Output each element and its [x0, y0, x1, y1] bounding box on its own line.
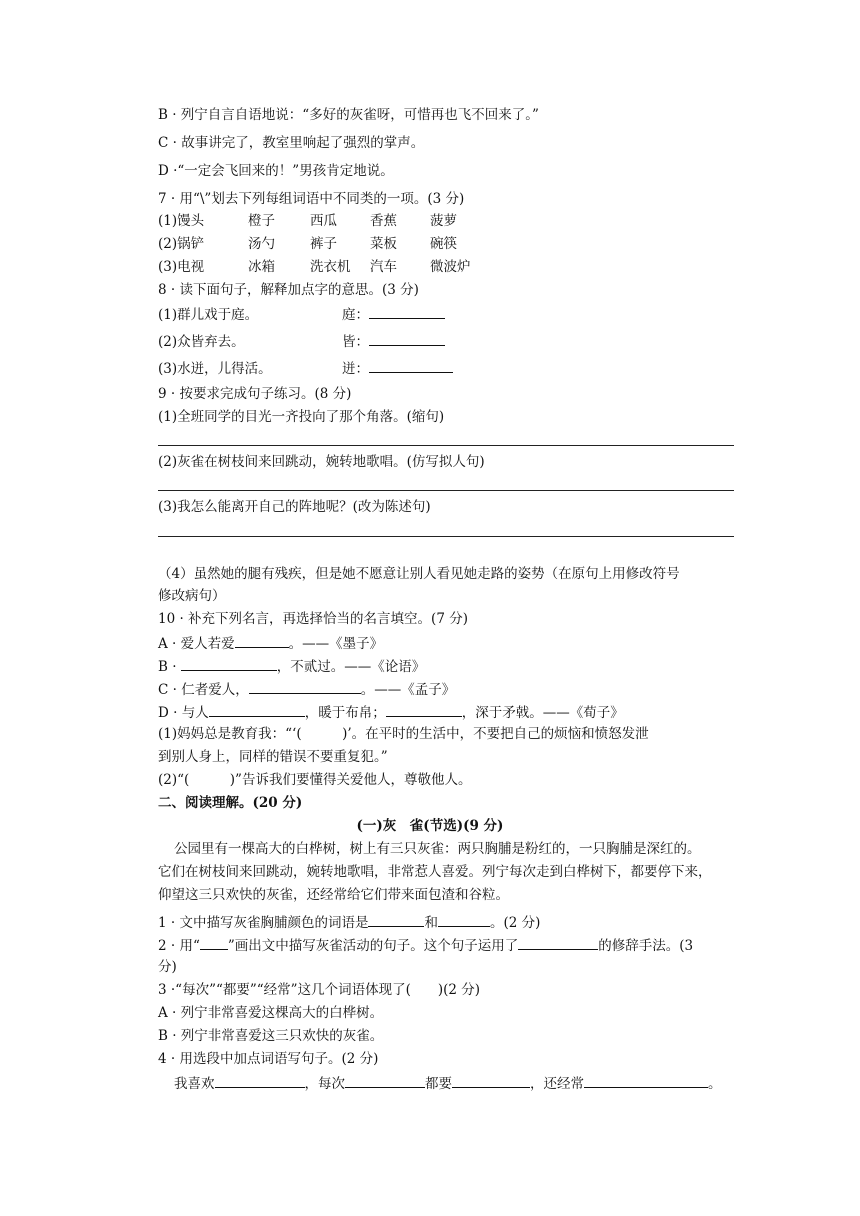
- q10-b-pre: B ·: [158, 659, 181, 675]
- q8-item-3: [158, 358, 453, 378]
- q8-sentence: (2)众皆弃去。: [158, 334, 245, 350]
- q7-word: 洗衣机: [310, 259, 351, 275]
- q8-char: 皆：: [342, 334, 369, 350]
- q10-a-post: 。——《墨子》: [288, 636, 384, 652]
- passage-line-1: 公园里有一棵高大的白桦树，树上有三只灰雀：两只胸脯是粉红的，一只胸脯是深红的。: [174, 841, 701, 857]
- q10-1-line-1: (1)妈妈总是教育我：“‘( )’。在平时的生活中，不要把自己的烦恼和愤怒发泄: [158, 726, 649, 742]
- q7-word: 碗筷: [430, 236, 457, 252]
- reading-q3: 3 ·“每次”“都要”“经常”这几个词语体现了( )(2 分): [158, 982, 481, 998]
- question-8: 8 · 读下面句子，解释加点字的意思。(3 分): [158, 282, 419, 298]
- q7-word: 汽车: [370, 259, 397, 275]
- q7-word: 菠萝: [430, 213, 457, 229]
- option-b: B · 列宁自言自语地说：“多好的灰雀呀，可惜再也飞不回来了。”: [158, 107, 539, 123]
- q7-word: (2)锅铲: [158, 236, 205, 252]
- answer-blank[interactable]: [369, 304, 445, 319]
- reading-q4: 4 · 用选段中加点词语写句子。(2 分): [158, 1051, 379, 1067]
- answer-blank[interactable]: [215, 1073, 305, 1088]
- q7-row-2: [158, 235, 457, 253]
- r2-pre: 2 · 用“: [158, 938, 200, 954]
- answer-blank[interactable]: [386, 702, 462, 717]
- passage-title: (一)灰 雀(节选)(9 分): [356, 818, 504, 834]
- q7-row-3: [158, 258, 471, 276]
- r1-mid: 和: [424, 915, 438, 931]
- q7-word: 裤子: [310, 236, 337, 252]
- q9-item-2: (2)灰雀在树枝间来回跳动，婉转地歌唱。(仿写拟人句): [158, 454, 485, 470]
- passage-line-2: 它们在树枝间来回跳动，婉转地歌唱，非常惹人喜爱。列宁每次走到白桦树下，都要停下来，: [158, 864, 712, 880]
- answer-blank[interactable]: [369, 331, 445, 346]
- q9-item-4-line-1: （4）虽然她的腿有残疾，但是她不愿意让别人看见她走路的姿势（在原句上用修改符号: [158, 566, 680, 582]
- option-d: D ·“一定会飞回来的！”男孩肯定地说。: [158, 163, 394, 179]
- answer-blank[interactable]: [181, 656, 277, 671]
- q8-item-2: [158, 331, 445, 351]
- answer-blank[interactable]: [209, 702, 305, 717]
- question-9: 9 · 按要求完成句子练习。(8 分): [158, 386, 352, 402]
- q7-word: 西瓜: [310, 213, 337, 229]
- r2-post: 的修辞手法。(3: [598, 938, 694, 954]
- q7-word: 香蕉: [370, 213, 397, 229]
- answer-blank[interactable]: [584, 1073, 708, 1088]
- answer-blank[interactable]: [345, 1073, 425, 1088]
- q10-b-post: ，不贰过。——《论语》: [276, 659, 426, 675]
- q10-c: [158, 679, 455, 699]
- q7-word: 汤勺: [248, 236, 275, 252]
- q10-d-mid2: ，深于矛戟。——《荀子》: [461, 705, 624, 721]
- r4-w3: 都要: [425, 1076, 452, 1092]
- r2-mid: ”画出文中描写灰雀活动的句子。这个句子运用了: [227, 938, 519, 954]
- answer-blank[interactable]: [368, 912, 424, 927]
- q7-word: (3)电视: [158, 259, 205, 275]
- answer-blank[interactable]: [452, 1073, 530, 1088]
- option-c: C · 故事讲完了，教室里响起了强烈的掌声。: [158, 135, 425, 151]
- question-10: 10 · 补充下列名言，再选择恰当的名言填空。(7 分): [158, 611, 468, 627]
- answer-blank[interactable]: [249, 679, 361, 694]
- answer-line[interactable]: [158, 536, 734, 537]
- q7-word: 冰箱: [248, 259, 275, 275]
- r4-w4: ，还经常: [530, 1076, 584, 1092]
- underline-sample: [200, 935, 228, 950]
- q7-row-1: [158, 212, 457, 230]
- q10-d-pre: D · 与人: [158, 705, 209, 721]
- q9-item-3: (3)我怎么能离开自己的阵地呢？(改为陈述句): [158, 499, 431, 515]
- reading-q1: [158, 912, 540, 932]
- answer-blank[interactable]: [235, 633, 289, 648]
- q8-char: 迸：: [342, 361, 369, 377]
- q10-d-mid1: ，暖于布帛；: [304, 705, 386, 721]
- q10-d: [158, 702, 624, 722]
- r4-w1: 我喜欢: [174, 1076, 215, 1092]
- q10-a-pre: A · 爱人若爱: [158, 636, 235, 652]
- r4-end: 。: [708, 1076, 722, 1092]
- q9-item-4-line-2: 修改病句）: [158, 588, 226, 604]
- q10-2: (2)“( )”告诉我们要懂得关爱他人，尊敬他人。: [158, 772, 472, 788]
- q7-word: 菜板: [370, 236, 397, 252]
- reading-q3-option-a: A · 列宁非常喜爱这棵高大的白桦树。: [158, 1005, 384, 1021]
- question-7: 7 · 用“\”划去下列每组词语中不同类的一项。(3 分): [158, 191, 465, 207]
- q7-word: 微波炉: [430, 259, 471, 275]
- answer-line[interactable]: [158, 490, 734, 491]
- q7-word: 橙子: [248, 213, 275, 229]
- passage-line-3: 仰望这三只欢快的灰雀，还经常给它们带来面包渣和谷粒。: [158, 887, 509, 903]
- reading-q3-option-b: B · 列宁非常喜爱这三只欢快的灰雀。: [158, 1028, 384, 1044]
- q8-item-1: [158, 304, 445, 324]
- section-2-heading: 二、阅读理解。(20 分): [158, 795, 303, 811]
- r4-w2: ，每次: [304, 1076, 345, 1092]
- reading-q2: [158, 935, 693, 955]
- q10-b: [158, 656, 425, 676]
- r1-pre: 1 · 文中描写灰雀胸脯颜色的词语是: [158, 915, 369, 931]
- q7-word: (1)馒头: [158, 213, 205, 229]
- q10-c-pre: C · 仁者爱人，: [158, 682, 249, 698]
- q10-c-post: 。——《孟子》: [360, 682, 456, 698]
- reading-q2-cont: 分): [158, 959, 177, 975]
- answer-blank[interactable]: [369, 358, 453, 373]
- q10-1-line-2: 到别人身上，同样的错误不要重复犯。”: [158, 749, 388, 765]
- answer-blank[interactable]: [518, 935, 598, 950]
- reading-q4-template: [174, 1073, 722, 1093]
- q8-sentence: (3)水迸，儿得活。: [158, 361, 272, 377]
- q8-char: 庭：: [342, 307, 369, 323]
- q9-item-1: (1)全班同学的目光一齐投向了那个角落。(缩句): [158, 409, 445, 425]
- q10-a: [158, 633, 383, 653]
- answer-blank[interactable]: [438, 912, 490, 927]
- answer-line[interactable]: [158, 445, 734, 446]
- q8-sentence: (1)群儿戏于庭。: [158, 307, 259, 323]
- r1-post: 。(2 分): [489, 915, 541, 931]
